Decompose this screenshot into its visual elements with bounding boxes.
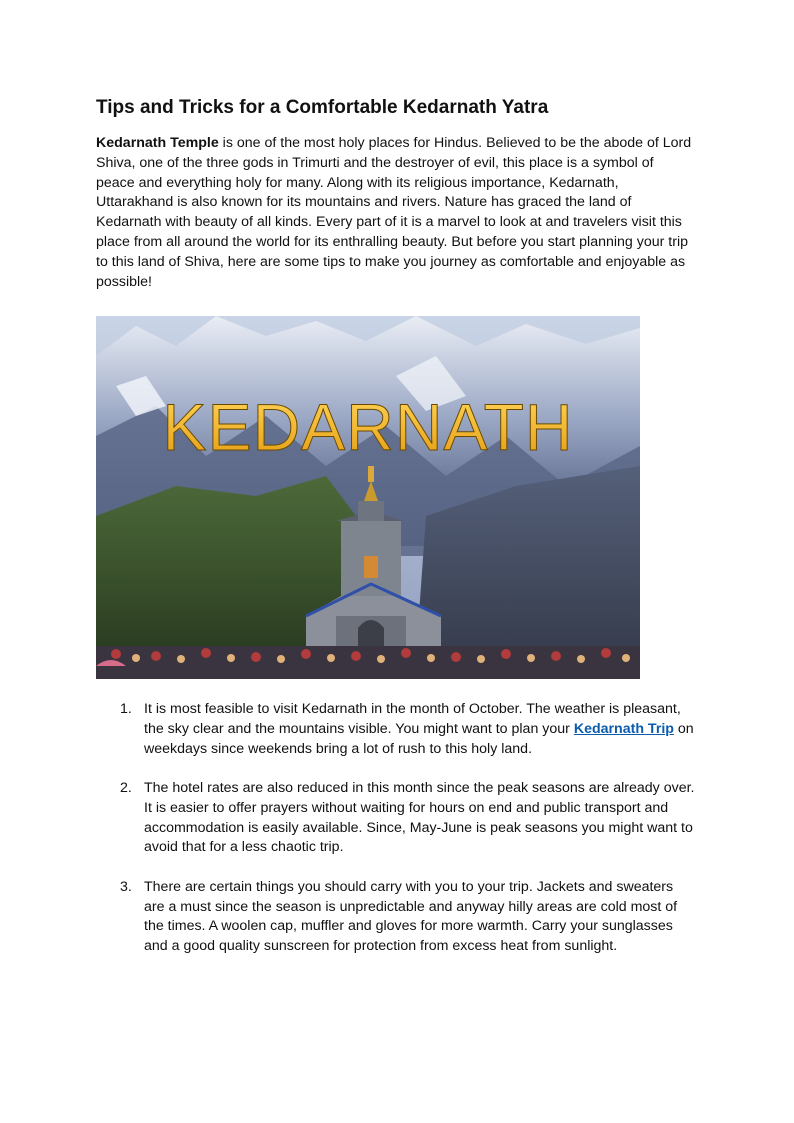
list-item-text: It is most feasible to visit Kedarnath in the month of October. The weather is pleasant, the sky clear and the mountains visible. You might want to plan your	[144, 701, 681, 737]
hero-overlay-title: KEDARNATH	[162, 390, 574, 464]
list-item	[96, 700, 696, 759]
intro-bold-term: Kedarnath Temple	[96, 135, 219, 151]
list-item-text-tail: on weekdays since weekends bring a lot of rush to this holy land.	[144, 720, 694, 757]
intro-text: is one of the most holy places for Hindus. Believed to be the abode of Lord Shiva, one of the three gods in Trimurti and the destroyer of evil, this place is a symbol of peace and everything holy for many. Along with its religious importance, Kedarnath, Uttarakhand is also known for its mountains and rivers. Nature has graced the land of Kedarnath with beauty of all kinds. Every part of it is a marvel to look at and travelers visit this place from all around the world for its enthralling beauty. But before you start planning your trip to this land of Shiva, here are some tips to make you journey as comfortable and enjoyable as possible!	[96, 135, 692, 290]
list-item	[96, 878, 696, 957]
kedarnath-trip-link[interactable]: Kedarnath Trip	[573, 720, 674, 737]
list-number: 3.	[120, 878, 132, 895]
intro-paragraph	[96, 134, 696, 292]
list-number: 1.	[120, 701, 132, 717]
list-number: 2.	[120, 779, 132, 796]
kedarnath-photo	[96, 316, 640, 679]
list-item-text: The hotel rates are also reduced in this month since the peak seasons are already over. It is easier to offer prayers without waiting for hours on end and public transport and accommodation is easily available. Since, May-June is peak seasons you might want to avoid that for a less chaotic trip.	[144, 779, 695, 856]
list-item	[96, 779, 696, 858]
list-item-text: There are certain things you should carry with you to your trip. Jackets and sweaters are a must since the season is unpredictable and anyway hilly areas are cold most of the times. A woolen cap, muffler and gloves for more warmth. Carry your sunglasses and a good quality sunscreen for protection from excess heat from sunlight.	[144, 878, 678, 955]
document-body	[96, 96, 696, 307]
tips-list	[96, 700, 696, 977]
page-title: Tips and Tricks for a Comfortable Kedarnath Yatra	[96, 97, 549, 118]
